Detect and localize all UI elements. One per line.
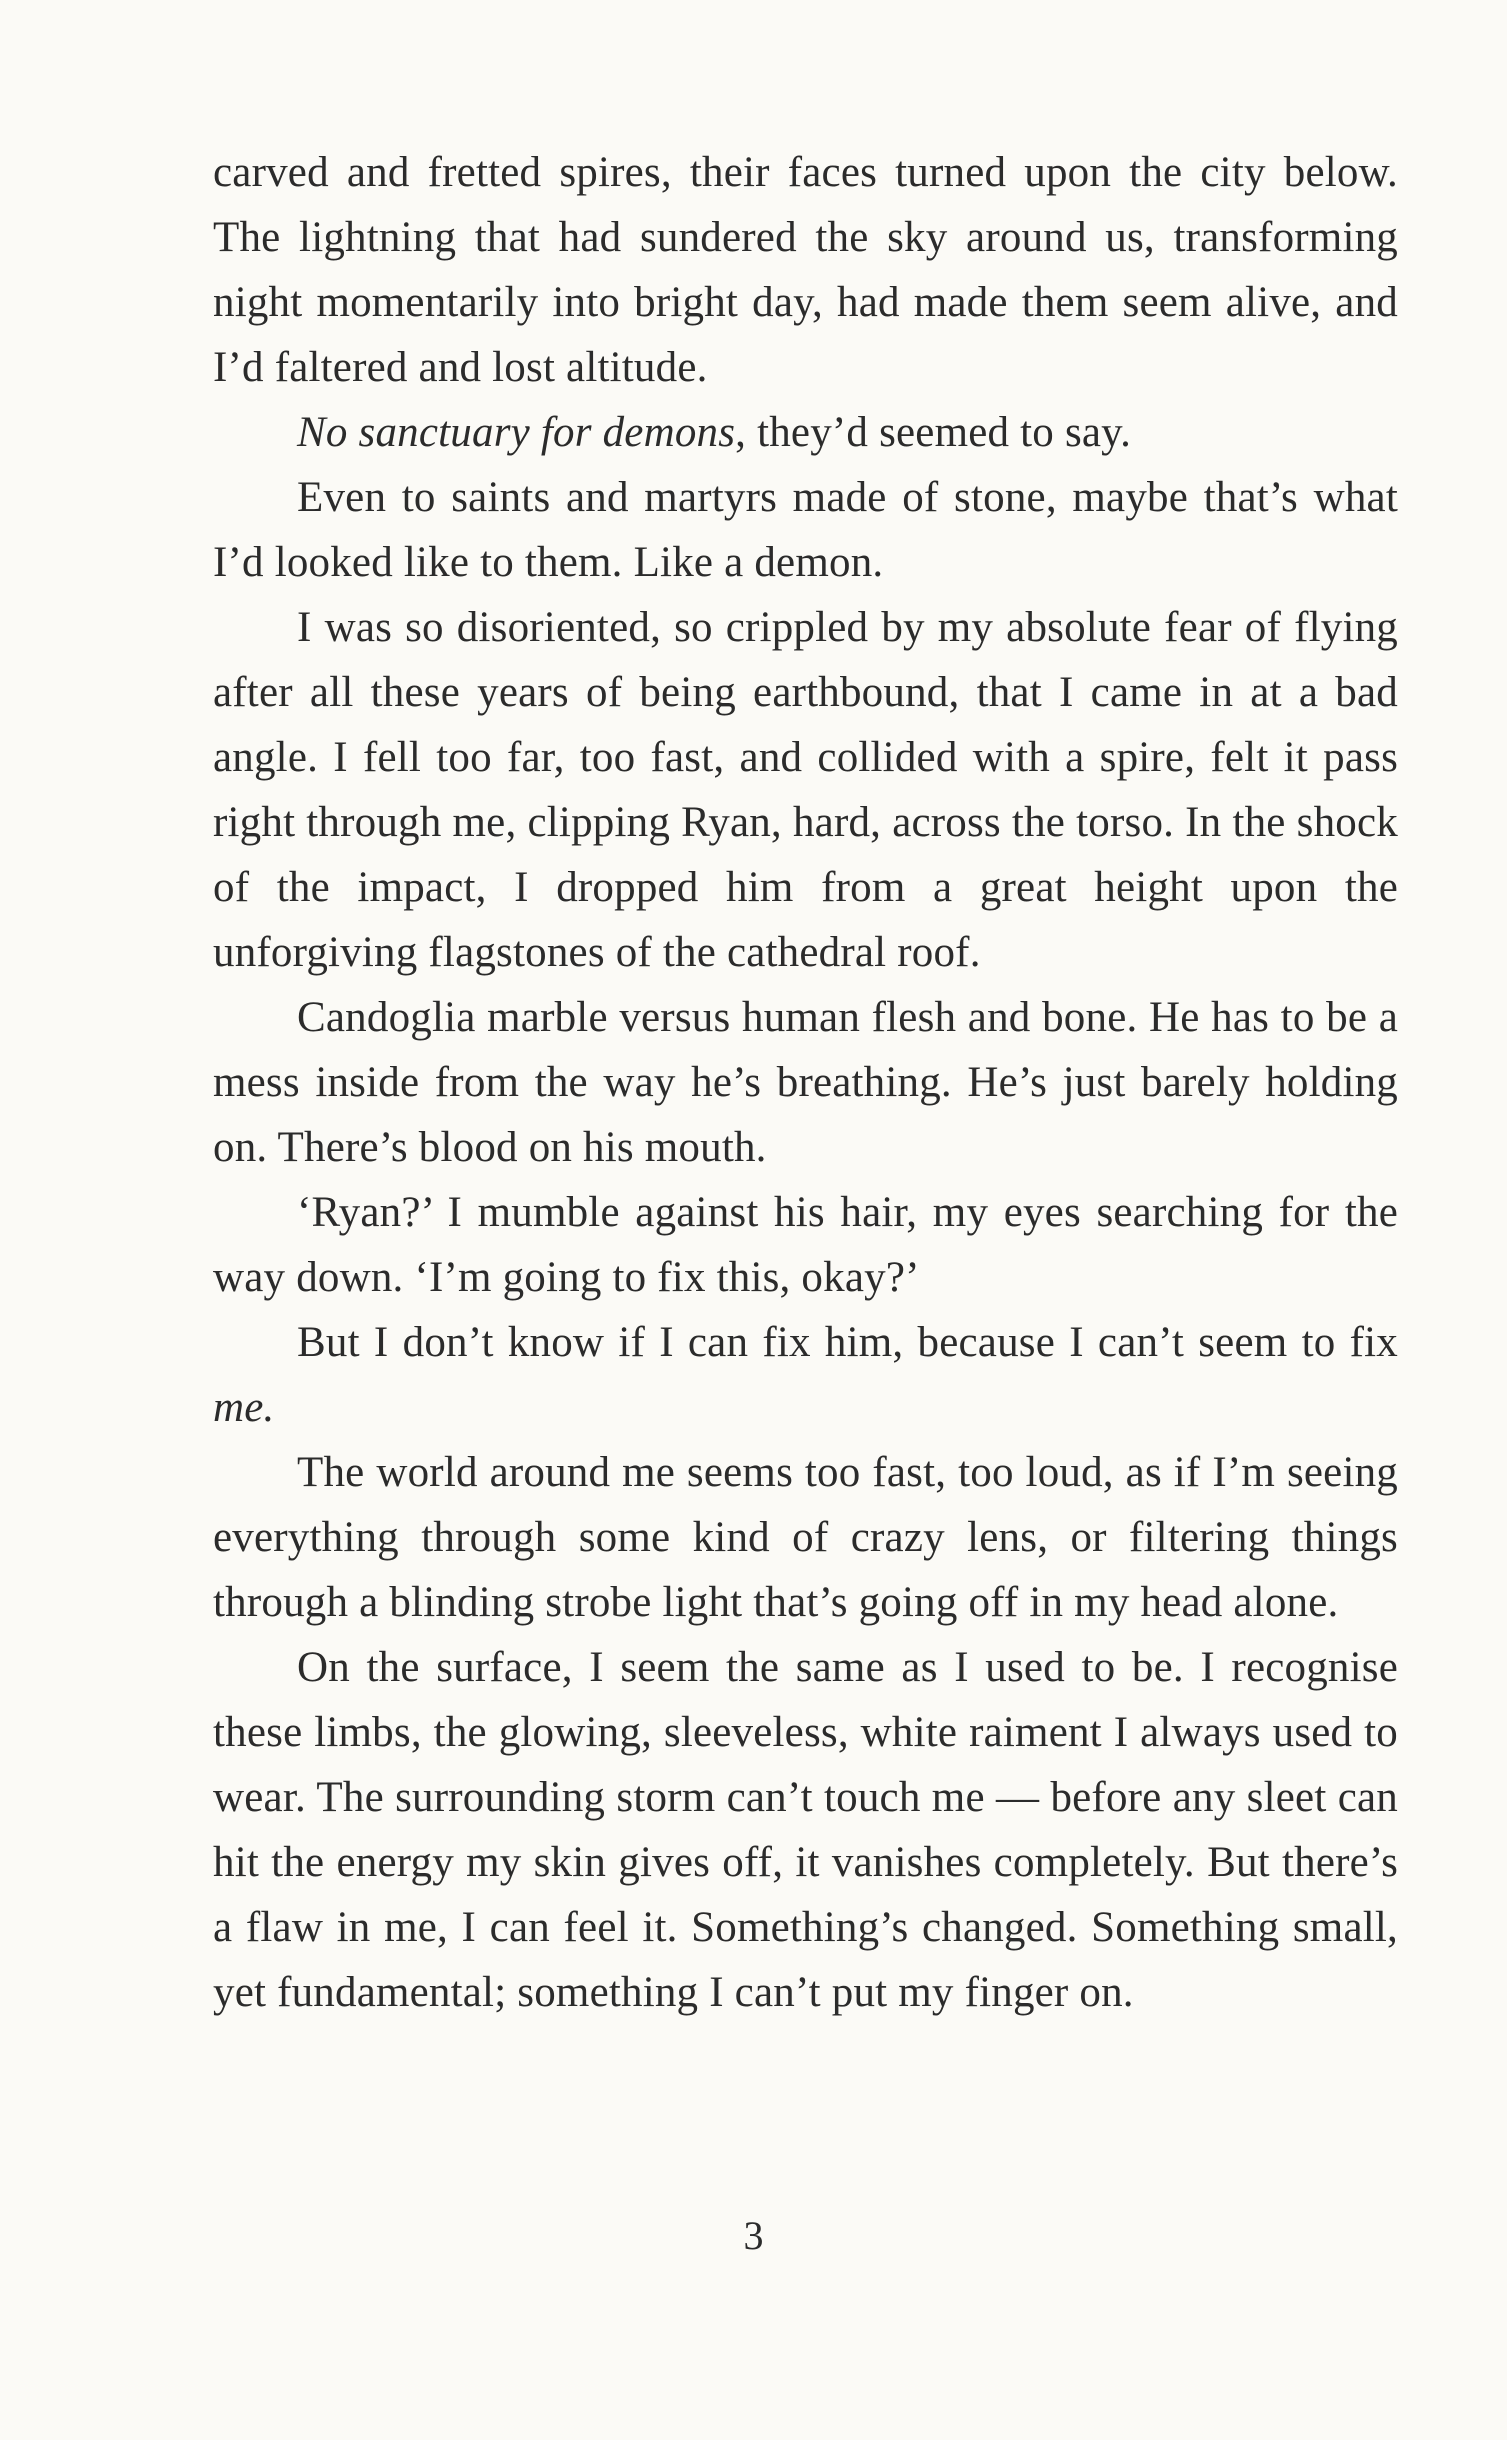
paragraph-7-text: But I don’t know if I can fix him, because I can’t seem to fix [297,1319,1398,1366]
paragraph-9-text: On the surface, I seem the same as I used to be. I recognise these limbs, the glowing, sleeveless, white raiment I always used to wear. The surrounding storm can’t touch me — before any sleet can hit the energy my skin gives off, it vanishes completely. But there’s a flaw in me, I can feel it. Something’s changed. Something small, yet fundamental; something I can’t put my finger on. [213,1644,1398,2016]
paragraph-1-text: carved and fretted spires, their faces turned upon the city below. The lightning that had sundered the sky around us, transforming night momentarily into bright day, had made them seem alive, and I’d faltered and lost altitude. [213,149,1398,391]
paragraph-6-text: ‘Ryan?’ I mumble against his hair, my eyes searching for the way down. ‘I’m going to fix this, okay?’ [213,1189,1398,1301]
page-number: 3 [743,2213,764,2258]
paragraph-4 [213,595,1398,985]
paragraph-5-text: Candoglia marble versus human flesh and bone. He has to be a mess inside from the way he’s breathing. He’s just barely holding on. There’s blood on his mouth. [213,994,1398,1171]
body-text [213,140,1398,2025]
paragraph-2 [213,400,1398,465]
paragraph-9 [213,1635,1398,2025]
paragraph-8 [213,1440,1398,1635]
paragraph-7 [213,1310,1398,1440]
paragraph-7-italic: me. [213,1384,275,1431]
paragraph-2-italic: No sanctuary for demons [297,409,736,456]
paragraph-3-text: Even to saints and martyrs made of stone, maybe that’s what I’d looked like to them. Like a demon. [213,474,1398,586]
paragraph-5 [213,985,1398,1180]
paragraph-1 [213,140,1398,400]
paragraph-3 [213,465,1398,595]
paragraph-8-text: The world around me seems too fast, too loud, as if I’m seeing everything through some kind of crazy lens, or filtering things through a blinding strobe light that’s going off in my head alone. [213,1449,1398,1626]
paragraph-4-text: I was so disoriented, so crippled by my absolute fear of flying after all these years of being earthbound, that I came in at a bad angle. I fell too far, too fast, and collided with a spire, felt it pass right through me, clipping Ryan, hard, across the torso. In the shock of the impact, I dropped him from a great height upon the unforgiving flagstones of the cathedral roof. [213,604,1398,976]
paragraph-6 [213,1180,1398,1310]
paragraph-2-text: , they’d seemed to say. [735,409,1132,456]
